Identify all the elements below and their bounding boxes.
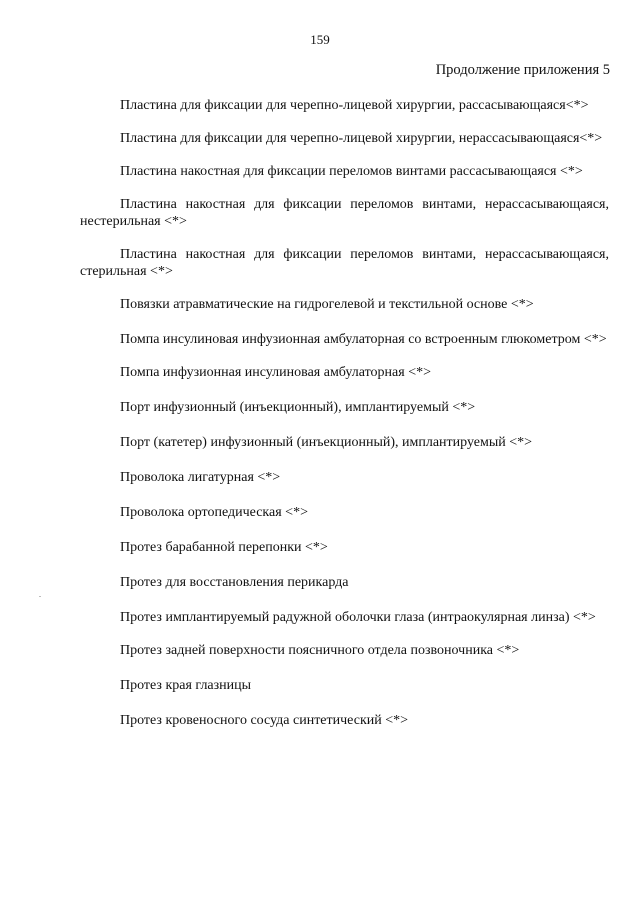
list-item: Протез для восстановления перикарда: [120, 575, 349, 590]
list-item: Повязки атравматические на гидрогелевой и текстильной основе <*>: [120, 297, 534, 312]
list-item: Протез кровеносного сосуда синтетический <*>: [120, 713, 409, 728]
device-list: [80, 97, 609, 747]
list-item: Помпа инсулиновая инфузионная амбулаторная со встроенным глюкометром <*>: [120, 332, 607, 347]
list-item: Протез задней поверхности поясничного отдела позвоночника <*>: [120, 643, 520, 658]
list-item: Помпа инфузионная инсулиновая амбулаторная <*>: [120, 365, 431, 380]
list-item: Пластина накостная для фиксации переломов винтами рассасывающаяся <*>: [120, 164, 583, 179]
list-item: Порт инфузионный (инъекционный), имплантируемый <*>: [120, 400, 476, 415]
scan-speck: [39, 596, 41, 597]
list-item: Пластина для фиксации для черепно-лицевой хирургии, нерассасывающаяся<*>: [120, 131, 603, 146]
list-item: Пластина накостная для фиксации переломов винтами, нерассасывающаяся, нестерильная <*>: [80, 197, 609, 229]
list-item: Пластина для фиксации для черепно-лицевой хирургии, рассасывающаяся<*>: [120, 98, 589, 113]
appendix-continuation-heading: Продолжение приложения 5: [435, 62, 610, 78]
list-item: Порт (катетер) инфузионный (инъекционный), имплантируемый <*>: [120, 435, 533, 450]
list-item: Проволока ортопедическая <*>: [120, 505, 308, 520]
list-item: Протез края глазницы: [120, 678, 252, 693]
list-item: Проволока лигатурная <*>: [120, 470, 281, 485]
list-item: Протез барабанной перепонки <*>: [120, 540, 328, 555]
list-item: Пластина накостная для фиксации переломов винтами, нерассасывающаяся, стерильная <*>: [80, 247, 609, 279]
page-number: 159: [310, 32, 330, 47]
list-item: Протез имплантируемый радужной оболочки глаза (интраокулярная линза) <*>: [120, 610, 596, 625]
